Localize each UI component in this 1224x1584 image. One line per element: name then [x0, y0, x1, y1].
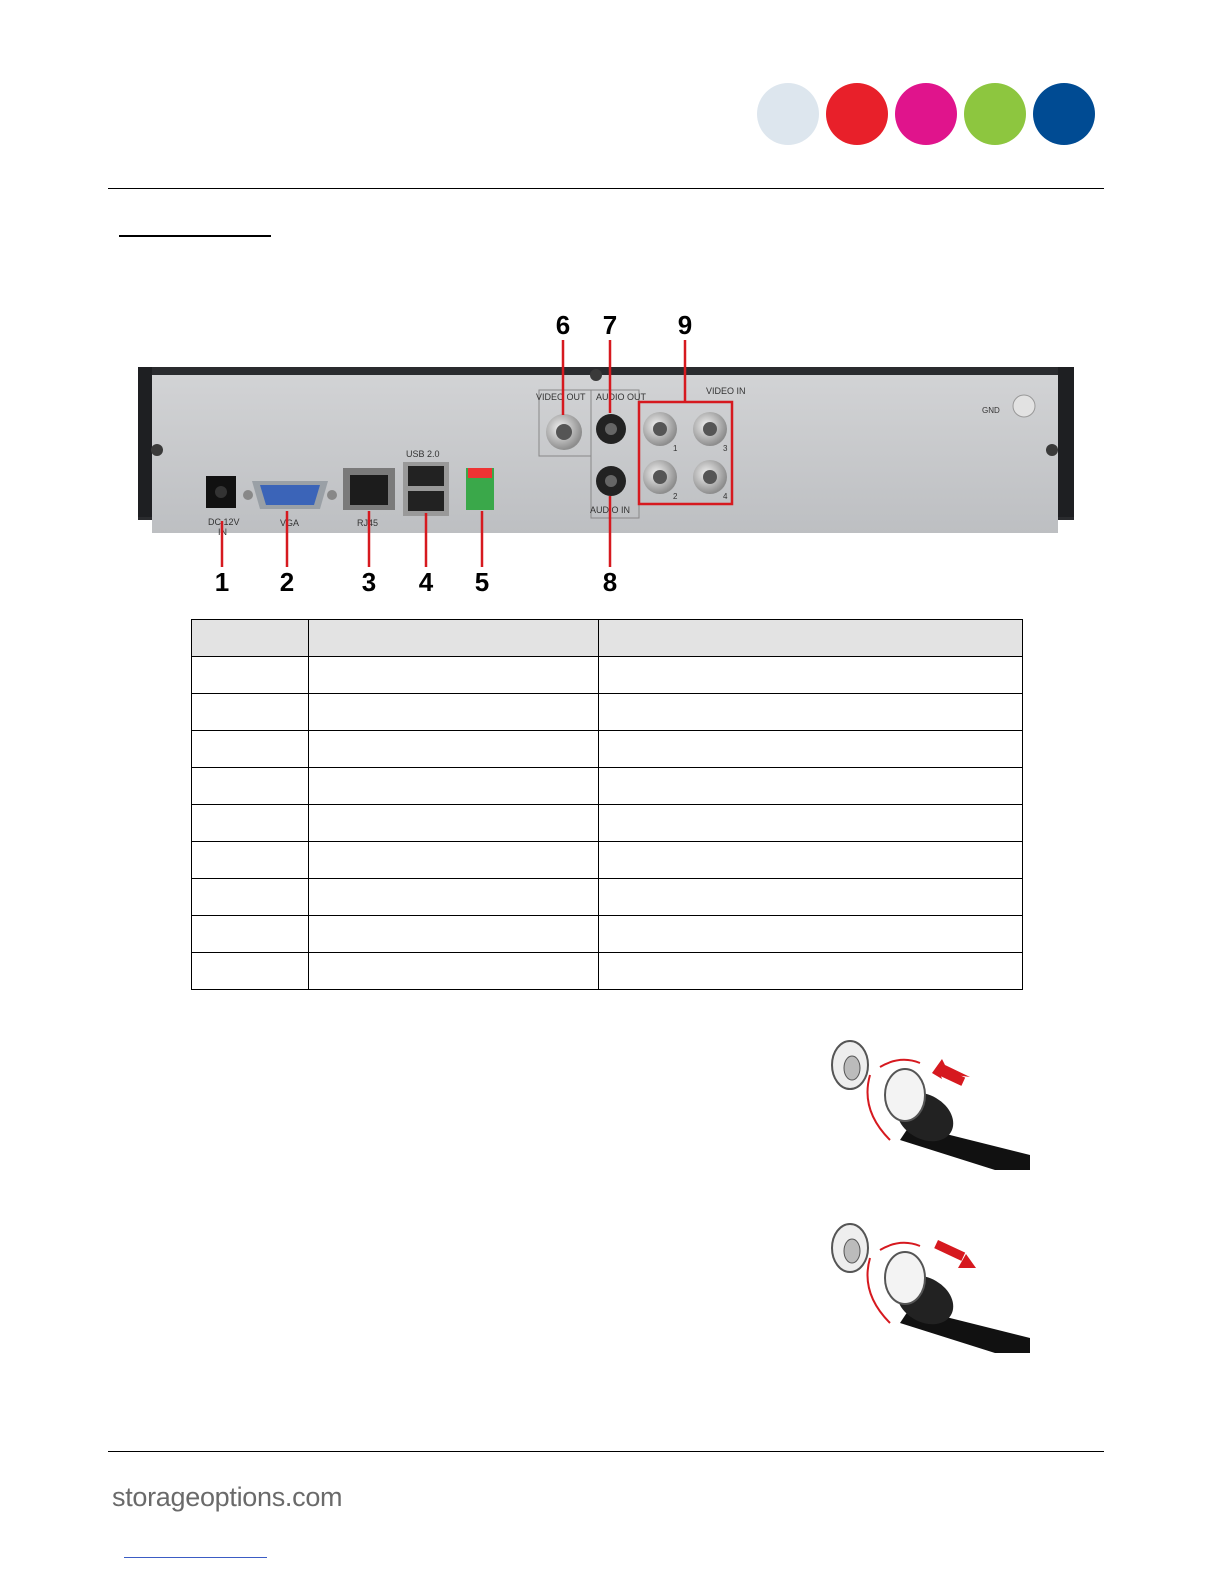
- table-cell: [192, 731, 309, 768]
- table-cell: [309, 805, 599, 842]
- footer-divider: [108, 1451, 1104, 1452]
- table-cell: [599, 657, 1023, 694]
- table-cell: [192, 879, 309, 916]
- dvr-rear-panel-figure: [130, 305, 1090, 605]
- ports-table-body: [192, 657, 1023, 990]
- dc-label: DC 12V: [208, 517, 240, 527]
- table-row: [192, 953, 1023, 990]
- table-cell: [192, 694, 309, 731]
- table-cell: [599, 842, 1023, 879]
- callout-9: 9: [677, 310, 693, 340]
- header-divider: [108, 188, 1104, 189]
- table-cell: [309, 842, 599, 879]
- table-cell: [599, 805, 1023, 842]
- bnc-disconnect-illustration: [820, 1218, 1032, 1353]
- table-cell: [309, 879, 599, 916]
- table-cell: [599, 916, 1023, 953]
- pull-arrow: [934, 1240, 965, 1261]
- table-row: [192, 916, 1023, 953]
- section-heading-underline: [119, 235, 271, 237]
- table-cell: [192, 842, 309, 879]
- channel-3-label: 3: [723, 444, 728, 453]
- table-cell: [192, 657, 309, 694]
- ports-table-header-row: [192, 620, 1023, 657]
- channel-1-label: 1: [673, 444, 678, 453]
- callout-7: 7: [602, 310, 618, 340]
- brand-dot-5: [1033, 83, 1095, 145]
- callout-2: 2: [279, 567, 295, 597]
- ports-table: [191, 619, 1023, 990]
- channel-2-label: 2: [673, 492, 678, 501]
- table-cell: [309, 916, 599, 953]
- brand-dot-3: [895, 83, 957, 145]
- table-cell: [309, 731, 599, 768]
- vga-label: VGA: [280, 518, 300, 528]
- table-cell: [599, 768, 1023, 805]
- bnc-plug: [885, 1252, 925, 1304]
- audio-in-label: AUDIO IN: [590, 505, 631, 515]
- brand-dot-4: [964, 83, 1026, 145]
- table-cell: [192, 805, 309, 842]
- footer-brand-text: storageoptions.com: [112, 1482, 343, 1512]
- table-row: [192, 805, 1023, 842]
- bnc-connect-svg: [820, 1035, 1032, 1170]
- dvr-rear-panel-svg: [130, 305, 1090, 605]
- table-cell: [309, 694, 599, 731]
- table-cell: [309, 657, 599, 694]
- table-cell: [599, 694, 1023, 731]
- bnc-connect-illustration: [820, 1035, 1032, 1170]
- callout-1: 1: [214, 567, 230, 597]
- ground-screw: [1013, 395, 1035, 417]
- callout-4: 4: [418, 567, 434, 597]
- table-cell: [192, 768, 309, 805]
- brand-dot-1: [757, 83, 819, 145]
- bnc-disconnect-svg: [820, 1218, 1032, 1353]
- callout-3: 3: [361, 567, 377, 597]
- table-row: [192, 731, 1023, 768]
- ports-table-header-cell: [309, 620, 599, 657]
- table-row: [192, 768, 1023, 805]
- brand-dot-2: [826, 83, 888, 145]
- bnc-plug: [885, 1069, 925, 1121]
- audio-out-label: AUDIO OUT: [596, 392, 647, 402]
- usb-label: USB 2.0: [406, 449, 440, 459]
- table-cell: [599, 953, 1023, 990]
- video-in-label: VIDEO IN: [706, 386, 746, 396]
- callout-5: 5: [474, 567, 490, 597]
- table-cell: [192, 916, 309, 953]
- table-cell: [309, 953, 599, 990]
- callout-8: 8: [602, 567, 618, 597]
- table-cell: [309, 768, 599, 805]
- dc-in-label: IN: [218, 527, 227, 537]
- table-cell: [192, 953, 309, 990]
- ports-table-header-cell: [599, 620, 1023, 657]
- channel-4-label: 4: [723, 492, 728, 501]
- table-cell: [599, 731, 1023, 768]
- rj45-label: RJ45: [357, 518, 379, 528]
- table-row: [192, 879, 1023, 916]
- footer-link-underline[interactable]: [124, 1557, 267, 1558]
- gnd-label: GND: [982, 406, 1000, 415]
- table-cell: [599, 879, 1023, 916]
- callout-6: 6: [555, 310, 571, 340]
- table-row: [192, 842, 1023, 879]
- video-out-label: VIDEO OUT: [536, 392, 586, 402]
- table-row: [192, 657, 1023, 694]
- table-row: [192, 694, 1023, 731]
- ports-table-header-cell: [192, 620, 309, 657]
